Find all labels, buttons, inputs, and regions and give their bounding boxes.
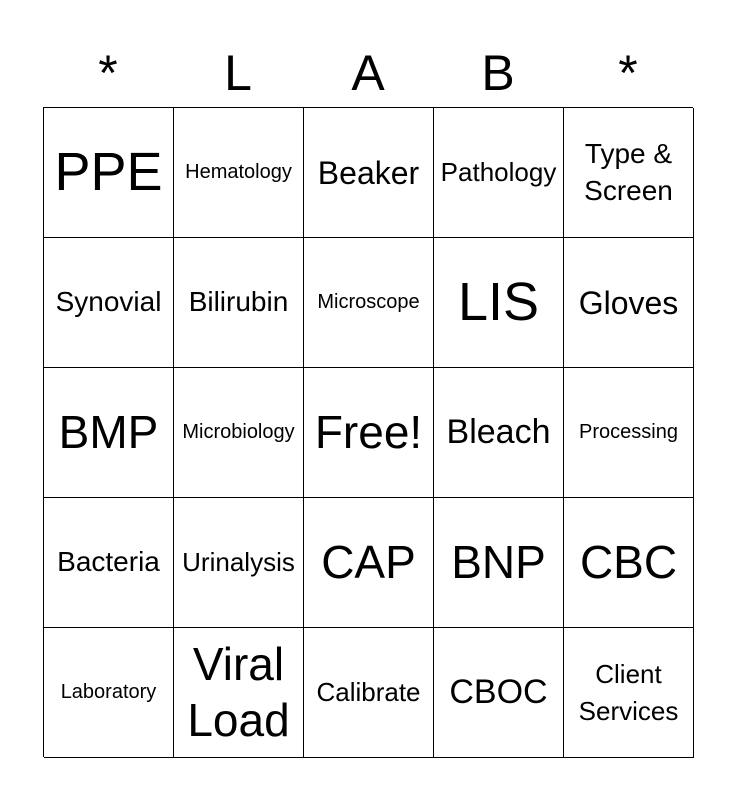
header-letter-1: * [98,45,118,101]
free-space-text: Free! [314,405,423,458]
bingo-cell [304,498,434,628]
cell-text: PPE [54,142,163,203]
bingo-cell [564,628,694,758]
bingo-cell [44,238,174,368]
cell-text: CBOC [449,673,548,712]
bingo-cell [44,628,174,758]
bingo-cell [434,628,564,758]
header-letter-4: B [481,45,515,101]
cell-text: Beaker [317,154,420,191]
cell-text: Gloves [578,284,679,321]
cell-text: Synovial [55,286,162,318]
cell-text: CBC [579,535,678,588]
bingo-cell [174,368,304,498]
free-space-cell [304,368,434,498]
cell-text: Calibrate [316,677,421,708]
bingo-cell [434,238,564,368]
bingo-cell [44,498,174,628]
cell-text: Microscope [317,291,420,313]
bingo-cell [564,498,694,628]
bingo-cell [44,368,174,498]
bingo-cell [434,498,564,628]
cell-text: BMP [58,405,159,458]
cell-text: Microbiology [182,421,295,443]
cell-text: Client Services [578,659,679,726]
cell-text: Hematology [185,161,292,183]
header-letter-5: * [618,45,638,101]
header-letter-3: A [351,45,385,101]
bingo-board [43,107,693,757]
bingo-cell [44,108,174,238]
bingo-cell [174,108,304,238]
cell-text: Urinalysis [182,547,295,578]
cell-text: LIS [457,272,540,333]
bingo-cell [564,238,694,368]
bingo-header [43,38,693,108]
cell-text: Laboratory [60,681,157,703]
cell-text: Bleach [446,413,551,452]
cell-text: Processing [579,421,678,443]
bingo-cell [174,628,304,758]
cell-text: Bilirubin [188,286,289,318]
cell-text: Type & Screen [584,138,673,206]
bingo-cell [564,108,694,238]
cell-text: Bacteria [57,546,160,578]
bingo-cell [174,238,304,368]
cell-text: Viral Load [187,638,290,746]
bingo-cell [174,498,304,628]
bingo-cell [304,238,434,368]
bingo-cell [304,108,434,238]
bingo-cell [304,628,434,758]
bingo-cell [434,368,564,498]
bingo-cell [434,108,564,238]
cell-text: CAP [321,535,416,588]
cell-text: Pathology [440,157,557,188]
header-letter-2: L [224,45,252,101]
bingo-cell [564,368,694,498]
cell-text: BNP [451,535,546,588]
